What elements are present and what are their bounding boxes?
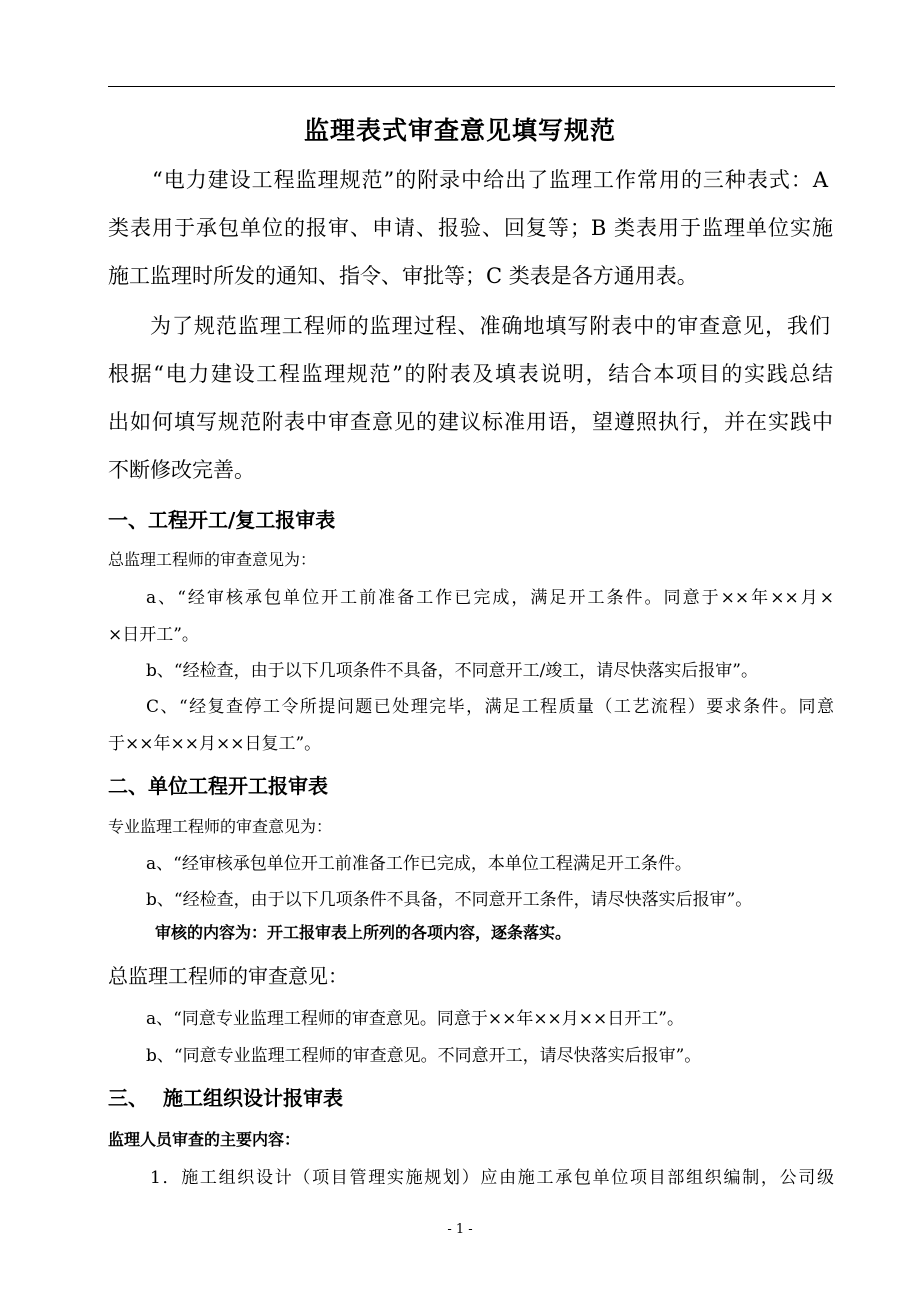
section3-label: 监理人员审查的主要内容：	[108, 1130, 301, 1149]
section1-label: 总监理工程师的审查意见为：	[108, 550, 317, 569]
section2-chief-label: 总监理工程师的审查意见：	[108, 964, 348, 988]
section2-review-note: 审核的内容为：开工报审表上所列的各项内容，逐条落实。	[155, 923, 572, 942]
section2-heading: 二、单位工程开工报审表	[108, 774, 328, 798]
section1-item-a-line1: a、“经审核承包单位开工前准备工作已完成，满足开工条件。同意于××年××月×	[146, 588, 834, 608]
section1-item-a-line2: ×日开工”。	[108, 625, 199, 645]
intro-p2-line2: 根据“电力建设工程监理规范”的附表及填表说明，结合本项目的实践总结	[108, 362, 833, 386]
intro-p1-line2: 类表用于承包单位的报审、申请、报验、回复等；B 类表用于监理单位实施	[108, 216, 833, 240]
document-title: 监理表式审查意见填写规范	[303, 116, 616, 145]
section1-item-c-line1: C、“经复查停工令所提问题已处理完毕，满足工程质量（工艺流程）要求条件。同意	[146, 697, 834, 717]
section1-heading: 一、工程开工/复工报审表	[108, 508, 336, 532]
header-rule	[108, 86, 835, 87]
intro-p2-line4: 不断修改完善。	[108, 458, 255, 482]
intro-p1-line1: “电力建设工程监理规范”的附录中给出了监理工作常用的三种表式：A	[152, 168, 828, 192]
section2-label: 专业监理工程师的审查意见为：	[108, 817, 333, 836]
section3-heading-number: 三、	[108, 1086, 148, 1110]
section1-item-b: b、“经检查，由于以下几项条件不具备，不同意开工/竣工，请尽快落实后报审”。	[146, 661, 758, 681]
section2-chief-item-a: a、“同意专业监理工程师的审查意见。同意于××年××月××日开工”。	[146, 1009, 684, 1029]
section2-chief-item-b: b、“同意专业监理工程师的审查意见。不同意开工，请尽快落实后报审”。	[146, 1046, 702, 1066]
section2-item-b: b、“经检查，由于以下几项条件不具备，不同意开工条件，请尽快落实后报审”。	[146, 890, 753, 910]
section3-item-1: 1．施工组织设计（项目管理实施规划）应由施工承包单位项目部组织编制，公司级	[150, 1168, 834, 1188]
section3-heading: 施工组织设计报审表	[163, 1086, 343, 1110]
intro-p1-line3: 施工监理时所发的通知、指令、审批等；C 类表是各方通用表。	[108, 264, 698, 288]
intro-p2-line1: 为了规范监理工程师的监理过程、准确地填写附表中的审查意见，我们	[150, 314, 830, 338]
intro-p2-line3: 出如何填写规范附表中审查意见的建议标准用语，望遵照执行，并在实践中	[108, 410, 833, 434]
section2-item-a: a、“经审核承包单位开工前准备工作已完成，本单位工程满足开工条件。	[146, 854, 692, 874]
page-number: - 1 -	[447, 1222, 473, 1237]
section1-item-c-line2: 于××年××月××日复工”。	[108, 734, 322, 754]
